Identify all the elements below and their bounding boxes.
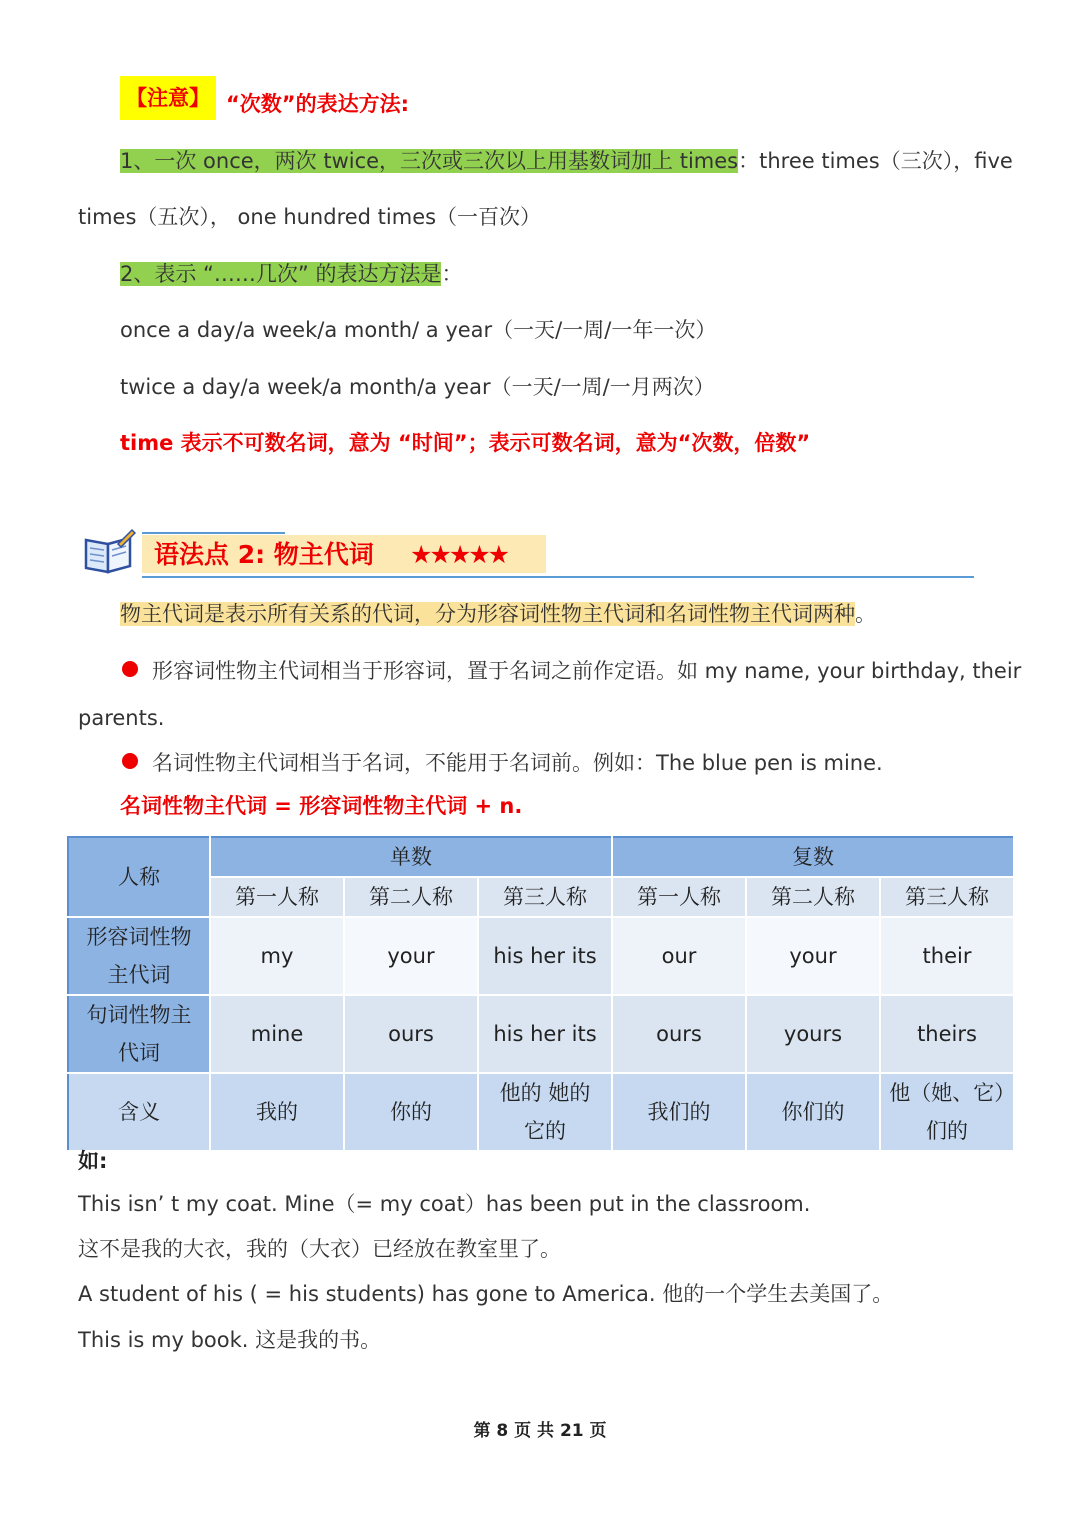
bullet-1: [122, 656, 1021, 686]
examples-label: 如:: [78, 1149, 108, 1173]
bullet-2: [122, 748, 883, 778]
table-cell: his her its: [478, 917, 612, 995]
note-line-3-rest: ：: [441, 262, 463, 286]
row-label: 含义: [68, 1073, 210, 1151]
intro-highlight: 物主代词是表示所有关系的代词，分为形容词性物主代词和名词性物主代词两种: [120, 602, 855, 626]
table-cell: 你的: [344, 1073, 478, 1151]
note-line-5: twice a day/a week/a month/a year（一天/一周/一月两次）: [120, 375, 715, 399]
table-cell: your: [344, 917, 478, 995]
page-footer: 第 8 页 共 21 页: [473, 1421, 607, 1441]
note-tag: 【注意】: [120, 76, 216, 120]
table-header-row: [68, 837, 1014, 877]
bullet-1-continuation: parents.: [78, 706, 165, 730]
table-row: [68, 917, 1014, 995]
table-cell: theirs: [880, 995, 1014, 1073]
table-cell: mine: [210, 995, 344, 1073]
header-person: 人称: [68, 837, 210, 917]
section-underline: [142, 576, 974, 578]
table-cell: their: [880, 917, 1014, 995]
subheader-cell: 第二人称: [746, 877, 880, 917]
bullet-2-text: 名词性物主代词相当于名词，不能用于名词前。例如：The blue pen is mine.: [152, 751, 883, 775]
note-line-4: once a day/a week/a month/ a year（一天/一周/一年一次）: [120, 318, 717, 342]
note-line-1-highlight: 1、一次 once，两次 twice，三次或三次以上用基数词加上 times: [120, 149, 739, 173]
subheader-cell: 第二人称: [344, 877, 478, 917]
subheader-cell: 第一人称: [612, 877, 746, 917]
note-line-1: [120, 146, 1013, 176]
table-cell: ours: [344, 995, 478, 1073]
example-line: This is my book. 这是我的书。: [78, 1328, 382, 1352]
table-cell: 他的 她的 它的: [478, 1073, 612, 1151]
note-line-2: times（五次）， one hundred times（一百次）: [78, 205, 542, 229]
table-cell: 你们的: [746, 1073, 880, 1151]
note-title: “次数”的表达方法:: [226, 92, 410, 116]
intro-end: 。: [855, 602, 876, 626]
note-line-6: time 表示不可数名词，意为 “时间”；表示可数名词，意为“次数，倍数”: [120, 431, 811, 455]
intro-line: [120, 599, 876, 629]
note-line-3-highlight: 2、表示 “……几次” 的表达方法是: [120, 262, 442, 286]
header-singular: 单数: [210, 837, 612, 877]
pronoun-table: [67, 836, 1015, 1152]
table-row: [68, 995, 1014, 1073]
section-top-rule: [142, 532, 285, 534]
table-cell: yours: [746, 995, 880, 1073]
row-label: 形容词性物主代词: [68, 917, 210, 995]
note-line-3: [120, 259, 462, 289]
table-cell: 我们的: [612, 1073, 746, 1151]
header-plural: 复数: [612, 837, 1014, 877]
table-cell: his her its: [478, 995, 612, 1073]
example-line: A student of his ( = his students) has gone to America. 他的一个学生去美国了。: [78, 1282, 894, 1306]
table-cell: 我的: [210, 1073, 344, 1151]
table-cell: ours: [612, 995, 746, 1073]
example-line: This isn’ t my coat. Mine（= my coat）has been put in the classroom.: [78, 1192, 811, 1216]
subheader-cell: 第三人称: [880, 877, 1014, 917]
open-book-icon: [82, 528, 136, 576]
section-title: 语法点 2: 物主代词: [154, 540, 374, 569]
subheader-cell: 第三人称: [478, 877, 612, 917]
table-row: [68, 1073, 1014, 1151]
table-cell: 他（她、它）们的: [880, 1073, 1014, 1151]
section-stars: ★★★★★: [410, 540, 508, 569]
bullet-dot-icon: [122, 753, 138, 769]
row-label: 句词性物主代词: [68, 995, 210, 1073]
table-subheader-row: [68, 877, 1014, 917]
section-header: [82, 528, 974, 578]
example-line: 这不是我的大衣，我的（大衣）已经放在教室里了。: [78, 1237, 561, 1261]
table-cell: your: [746, 917, 880, 995]
bullet-1-text: 形容词性物主代词相当于形容词，置于名词之前作定语。如 my name, your birthday, their: [152, 659, 1022, 683]
bullet-dot-icon: [122, 661, 138, 677]
subheader-cell: 第一人称: [210, 877, 344, 917]
table-cell: my: [210, 917, 344, 995]
note-line-1-rest: ：three times（三次），five: [738, 149, 1013, 173]
formula: 名词性物主代词 = 形容词性物主代词 + n.: [120, 794, 523, 818]
table-cell: our: [612, 917, 746, 995]
